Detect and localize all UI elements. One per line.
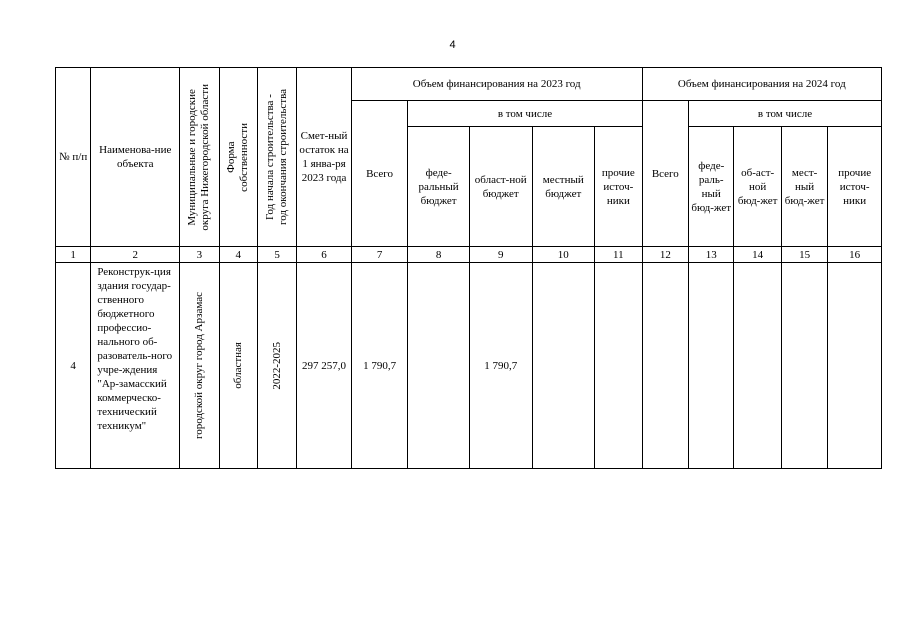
row-district-cell [180, 263, 219, 469]
colnum-15: 15 [781, 247, 827, 263]
header-fin2023-text: Объем финансирования на 2023 год [412, 78, 581, 90]
row-ownership: областная [231, 342, 244, 389]
header-district-line1: Муниципальные и городские [186, 88, 199, 226]
column-number-row [56, 247, 882, 263]
header-total2024-text: Всего [651, 167, 679, 180]
colnum-12: 12 [642, 247, 688, 263]
header-obl2024 [734, 127, 781, 247]
header-oth2024 [828, 127, 882, 247]
colnum-16: 16 [828, 247, 882, 263]
header-loc2023-text: местный бюджет [542, 173, 584, 200]
row-num: 4 [56, 263, 91, 469]
header-including2023 [408, 101, 642, 127]
header-ownership-line1: Форма [225, 141, 238, 173]
header-fin2024 [642, 68, 881, 101]
header-years [257, 68, 296, 247]
row-years-cell [257, 263, 296, 469]
header-name-text: Наименова-ние объекта [99, 144, 172, 170]
header-ownership-text [225, 123, 251, 192]
header-loc2024 [781, 127, 827, 247]
row-oth2023 [595, 263, 643, 469]
row-name: Реконструк-ция здания государ-ственного бюджетного профессио-нального об-разователь-ного учре-ждения "Ар-замасский коммерческо-технический техникум" [91, 263, 180, 469]
row-fed2023 [408, 263, 470, 469]
header-including2023-text: в том числе [497, 107, 553, 120]
header-ownership-line2: собственности [238, 122, 251, 192]
header-loc2024-text: мест-ный бюд-жет [784, 166, 825, 207]
row-ownership-cell [219, 263, 257, 469]
header-fin2023 [351, 68, 642, 101]
header-district-line2: округа Нижегородской области [199, 83, 212, 231]
header-including2024 [689, 101, 882, 127]
header-fed2023 [408, 127, 470, 247]
colnum-10: 10 [532, 247, 595, 263]
header-total2023 [351, 101, 408, 247]
header-ownership [219, 68, 257, 247]
row-balance: 297 257,0 [297, 263, 352, 469]
header-years-line2: год окончания строительства [277, 89, 290, 225]
row-total2023: 1 790,7 [351, 263, 408, 469]
header-fed2023-text: феде-ральный бюджет [418, 166, 459, 207]
financing-table [55, 67, 882, 469]
header-district-text [186, 84, 212, 231]
row-obl2024 [734, 263, 781, 469]
row-obl2023: 1 790,7 [469, 263, 532, 469]
header-years-line1: Год начала строительства - [264, 94, 277, 220]
header-oth2023-text: прочие источ-ники [601, 166, 635, 207]
colnum-2: 2 [91, 247, 180, 263]
header-num-text: № п/п [59, 151, 88, 163]
colnum-1: 1 [56, 247, 91, 263]
row-loc2024 [781, 263, 827, 469]
table-row [56, 263, 882, 469]
colnum-8: 8 [408, 247, 470, 263]
header-fin2024-text: Объем финансирования на 2024 год [677, 78, 846, 90]
colnum-11: 11 [595, 247, 643, 263]
row-district: городской округ город Арзамас [192, 291, 205, 439]
colnum-7: 7 [351, 247, 408, 263]
header-num [56, 68, 91, 247]
header-loc2023 [532, 127, 595, 247]
header-total2024 [642, 101, 688, 247]
header-fed2024 [689, 127, 734, 247]
header-obl2024-text: об-аст-ной бюд-жет [737, 166, 778, 207]
header-fed2024-text: феде-раль-ный бюд-жет [691, 159, 732, 214]
colnum-9: 9 [469, 247, 532, 263]
header-including2024-text: в том числе [757, 107, 813, 120]
header-obl2023-text: област-ной бюджет [474, 173, 527, 200]
header-balance-text: Смет-ный остаток на 1 янва-ря 2023 года [299, 130, 349, 184]
colnum-5: 5 [257, 247, 296, 263]
header-oth2024-text: прочие источ-ники [838, 166, 872, 207]
header-total2023-text: Всего [366, 167, 394, 180]
colnum-4: 4 [219, 247, 257, 263]
row-oth2024 [828, 263, 882, 469]
header-obl2023 [469, 127, 532, 247]
header-district [180, 68, 219, 247]
header-balance [297, 68, 352, 247]
colnum-6: 6 [297, 247, 352, 263]
row-loc2023 [532, 263, 595, 469]
page-number: 4 [449, 39, 456, 51]
colnum-3: 3 [180, 247, 219, 263]
header-oth2023 [595, 127, 643, 247]
header-name [91, 68, 180, 247]
row-fed2024 [689, 263, 734, 469]
header-years-text [264, 89, 290, 225]
colnum-13: 13 [689, 247, 734, 263]
row-years: 2022-2025 [270, 341, 283, 390]
row-total2024 [642, 263, 688, 469]
colnum-14: 14 [734, 247, 781, 263]
